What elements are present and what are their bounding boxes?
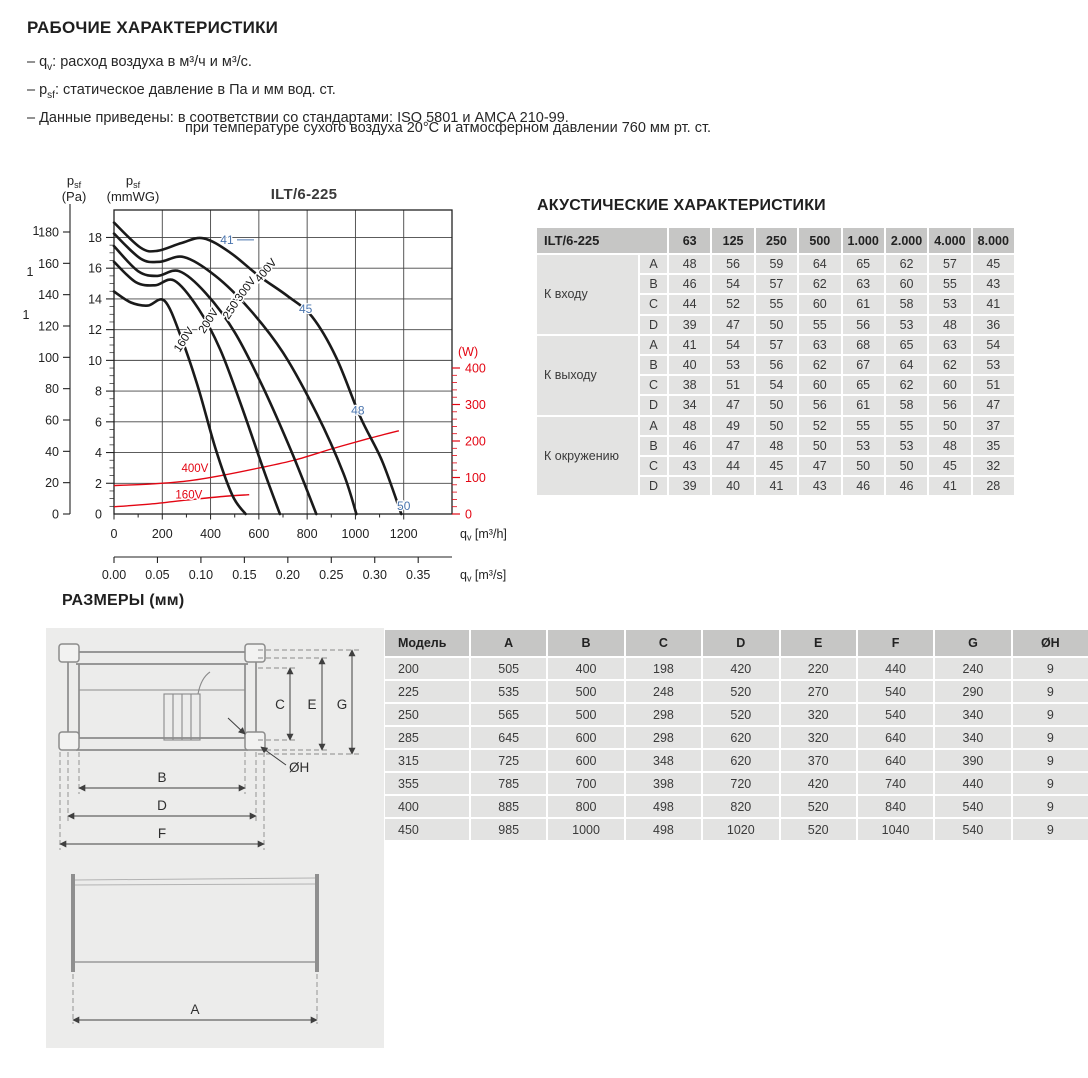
acoustic-value-cell: 62 bbox=[929, 356, 970, 374]
dim-label-oh: ØH bbox=[289, 760, 310, 775]
dimension-value-cell: 600 bbox=[548, 727, 623, 748]
axis-unit: (mmWG) bbox=[106, 189, 160, 204]
acoustic-value-cell: 50 bbox=[756, 396, 797, 414]
row-key-cell: D bbox=[640, 316, 667, 334]
dimension-header-cell: E bbox=[781, 630, 856, 656]
dimension-value-cell: 645 bbox=[471, 727, 546, 748]
acoustic-value-cell: 48 bbox=[756, 437, 797, 455]
acoustic-value-cell: 60 bbox=[799, 376, 840, 394]
dimension-value-cell: 1020 bbox=[703, 819, 778, 840]
dimension-value-cell: 640 bbox=[858, 727, 933, 748]
m3s-tick-label: 0.30 bbox=[362, 568, 387, 582]
dimension-value-cell: 348 bbox=[626, 750, 701, 771]
dimension-value-cell: 320 bbox=[781, 727, 856, 748]
row-key-cell: C bbox=[640, 457, 667, 475]
dimension-value-cell: 540 bbox=[858, 704, 933, 725]
bullet-lead: – q bbox=[27, 54, 48, 70]
bullet-line bbox=[27, 79, 569, 107]
acoustic-value-cell: 48 bbox=[929, 437, 970, 455]
dimension-value-cell: 9 bbox=[1013, 681, 1088, 702]
dimension-value-cell: 220 bbox=[781, 658, 856, 679]
acoustic-value-cell: 60 bbox=[886, 275, 927, 293]
dimension-value-cell: 720 bbox=[703, 773, 778, 794]
acoustic-value-cell: 58 bbox=[886, 295, 927, 313]
acoustic-value-cell: 57 bbox=[756, 336, 797, 354]
acoustic-value-cell: 44 bbox=[669, 295, 710, 313]
acoustic-value-cell: 56 bbox=[799, 396, 840, 414]
acoustic-value-cell: 53 bbox=[843, 437, 884, 455]
m3s-tick-label: 0.25 bbox=[319, 568, 344, 582]
acoustic-value-cell: 54 bbox=[712, 275, 753, 293]
acoustic-value-cell: 67 bbox=[843, 356, 884, 374]
dimension-value-cell: 390 bbox=[935, 750, 1010, 771]
conditions-note: при температуре сухого воздуха 20°C и атмосферном давлении 760 мм рт. ст. bbox=[185, 120, 712, 136]
axis-unit: (Pa) bbox=[61, 189, 87, 204]
watt-tick-label: 200 bbox=[465, 434, 486, 449]
pressure-curve-250V bbox=[114, 246, 316, 514]
acoustic-value-cell: 55 bbox=[756, 295, 797, 313]
acoustic-value-cell: 53 bbox=[929, 295, 970, 313]
working-characteristics-title: РАБОЧИЕ ХАРАКТЕРИСТИКИ bbox=[27, 18, 279, 37]
flow-axis-unit: $q_v$ [m³/h] bbox=[460, 527, 507, 543]
pa-tick-label: 40 bbox=[45, 444, 59, 459]
dim-label-a: A bbox=[190, 1002, 200, 1017]
acoustic-value-cell: 50 bbox=[756, 417, 797, 435]
acoustic-value-cell: 55 bbox=[929, 275, 970, 293]
acoustic-value-cell: 65 bbox=[843, 255, 884, 273]
acoustic-value-cell: 60 bbox=[929, 376, 970, 394]
dimension-value-cell: 535 bbox=[471, 681, 546, 702]
acoustic-value-cell: 56 bbox=[712, 255, 753, 273]
acoustic-value-cell: 61 bbox=[843, 295, 884, 313]
acoustic-value-cell: 39 bbox=[669, 477, 710, 495]
bullet-text: : статическое давление в Па и мм вод. ст. bbox=[54, 81, 336, 98]
acoustic-value-cell: 38 bbox=[669, 376, 710, 394]
dimension-value-cell: 785 bbox=[471, 773, 546, 794]
plot-frame bbox=[114, 210, 452, 514]
frequency-header-cell: 125 bbox=[712, 228, 753, 253]
acoustic-value-cell: 44 bbox=[712, 457, 753, 475]
dimension-value-cell: 320 bbox=[781, 704, 856, 725]
dimensions-drawing bbox=[46, 628, 384, 1048]
dimension-value-cell: 505 bbox=[471, 658, 546, 679]
acoustic-value-cell: 63 bbox=[929, 336, 970, 354]
dimension-value-cell: 9 bbox=[1013, 704, 1088, 725]
dim-label-b: B bbox=[157, 770, 167, 785]
acoustic-value-cell: 58 bbox=[886, 396, 927, 414]
mmwg-tick-label: 2 bbox=[95, 476, 102, 491]
m3s-tick-label: 0.10 bbox=[188, 568, 214, 582]
drawing-panel bbox=[46, 628, 384, 1048]
acoustic-value-cell: 41 bbox=[669, 336, 710, 354]
pressure-curve-label: 160V bbox=[172, 325, 197, 355]
dimension-value-cell: 885 bbox=[471, 796, 546, 817]
acoustic-value-cell: 50 bbox=[756, 316, 797, 334]
axis-title: $p_{sf}$ bbox=[66, 173, 82, 190]
dimension-value-cell: 9 bbox=[1013, 727, 1088, 748]
pa-tick-label: 60 bbox=[45, 413, 59, 428]
acoustic-value-cell: 65 bbox=[843, 376, 884, 394]
dimension-value-cell: 398 bbox=[626, 773, 701, 794]
dim-label-g: G bbox=[336, 697, 348, 712]
group-label-cell: К выходу bbox=[537, 336, 638, 415]
row-key-cell: C bbox=[640, 295, 667, 313]
acoustic-value-cell: 40 bbox=[712, 477, 753, 495]
dimension-value-cell: 520 bbox=[781, 819, 856, 840]
pa-tick-label: 0 bbox=[52, 507, 59, 522]
row-key-cell: C bbox=[640, 376, 667, 394]
dimension-header-cell: A bbox=[471, 630, 546, 656]
acoustic-value-cell: 53 bbox=[973, 356, 1014, 374]
row-key-cell: D bbox=[640, 396, 667, 414]
dimension-value-cell: 9 bbox=[1013, 796, 1088, 817]
acoustic-value-cell: 54 bbox=[756, 376, 797, 394]
dimension-value-cell: 9 bbox=[1013, 658, 1088, 679]
pa-tick-label: 20 bbox=[45, 476, 59, 491]
dimension-value-cell: 540 bbox=[858, 681, 933, 702]
acoustic-value-cell: 49 bbox=[712, 417, 753, 435]
dimension-value-cell: 270 bbox=[781, 681, 856, 702]
acoustic-value-cell: 45 bbox=[973, 255, 1014, 273]
acoustic-table bbox=[537, 228, 1014, 495]
acoustic-value-cell: 34 bbox=[669, 396, 710, 414]
acoustic-value-cell: 41 bbox=[756, 477, 797, 495]
bullet-text: : расход воздуха в м³/ч и м³/с. bbox=[52, 54, 252, 70]
acoustic-value-cell: 57 bbox=[756, 275, 797, 293]
mmwg-tick-label: 16 bbox=[88, 261, 102, 276]
acoustic-value-cell: 63 bbox=[799, 336, 840, 354]
power-curve-label: 400V bbox=[181, 463, 209, 476]
acoustic-value-cell: 59 bbox=[756, 255, 797, 273]
dimension-header-cell: C bbox=[626, 630, 701, 656]
acoustic-value-cell: 50 bbox=[929, 417, 970, 435]
model-cell: 250 bbox=[385, 704, 469, 725]
model-cell: 200 bbox=[385, 658, 469, 679]
dimension-value-cell: 370 bbox=[781, 750, 856, 771]
dimension-value-cell: 840 bbox=[858, 796, 933, 817]
bullet-subscript: v bbox=[47, 61, 53, 73]
dim-label-e: E bbox=[307, 697, 317, 712]
row-key-cell: B bbox=[640, 356, 667, 374]
pa-tick-label: 160 bbox=[38, 256, 59, 271]
dimension-value-cell: 1040 bbox=[858, 819, 933, 840]
dimension-header-cell: B bbox=[548, 630, 623, 656]
power-curve-400V bbox=[114, 431, 399, 486]
pressure-curve-label: 250V bbox=[221, 292, 246, 322]
pressure-curve-label: 200V bbox=[196, 306, 222, 336]
acoustic-value-cell: 39 bbox=[669, 316, 710, 334]
dimension-value-cell: 9 bbox=[1013, 750, 1088, 771]
dimension-value-cell: 985 bbox=[471, 819, 546, 840]
acoustic-value-cell: 50 bbox=[886, 457, 927, 475]
m3h-tick-label: 400 bbox=[200, 527, 222, 541]
acoustic-value-cell: 65 bbox=[886, 336, 927, 354]
bullet-lead: – p bbox=[27, 81, 48, 98]
mmwg-tick-label: 4 bbox=[95, 446, 102, 461]
frequency-header-cell: 1.000 bbox=[843, 228, 884, 253]
model-cell: 450 bbox=[385, 819, 469, 840]
dim-label-c: C bbox=[275, 697, 285, 712]
acoustic-value-cell: 32 bbox=[973, 457, 1014, 475]
acoustic-value-cell: 56 bbox=[756, 356, 797, 374]
row-key-cell: D bbox=[640, 477, 667, 495]
acoustic-value-cell: 62 bbox=[886, 255, 927, 273]
frequency-header-cell: 2.000 bbox=[886, 228, 927, 253]
acoustic-value-cell: 62 bbox=[799, 356, 840, 374]
acoustic-value-cell: 46 bbox=[669, 437, 710, 455]
acoustic-value-cell: 46 bbox=[669, 275, 710, 293]
acoustic-value-cell: 62 bbox=[886, 376, 927, 394]
pa-tick-label: 140 bbox=[38, 288, 59, 303]
acoustic-value-cell: 54 bbox=[712, 336, 753, 354]
acoustic-value-cell: 47 bbox=[973, 396, 1014, 414]
dimension-value-cell: 725 bbox=[471, 750, 546, 771]
dimension-value-cell: 740 bbox=[858, 773, 933, 794]
cropped-margin-digit: 1 bbox=[22, 308, 30, 322]
acoustic-value-cell: 60 bbox=[799, 295, 840, 313]
dimension-value-cell: 540 bbox=[935, 819, 1010, 840]
performance-chart bbox=[16, 168, 536, 598]
pa-tick-label: 100 bbox=[38, 350, 59, 365]
dimension-value-cell: 520 bbox=[703, 681, 778, 702]
frequency-header-cell: 63 bbox=[669, 228, 710, 253]
acoustic-value-cell: 53 bbox=[886, 316, 927, 334]
bullet-subscript: sf bbox=[47, 89, 55, 101]
power-curve-label: 160V bbox=[175, 489, 203, 502]
pressure-curve-160V bbox=[114, 292, 246, 515]
flow-axis-unit: $q_v$ [m³/s] bbox=[460, 568, 507, 584]
watt-tick-label: 0 bbox=[465, 507, 472, 522]
acoustic-value-cell: 56 bbox=[929, 396, 970, 414]
dimension-value-cell: 520 bbox=[703, 704, 778, 725]
cropped-margin-digit: 1 bbox=[26, 265, 34, 279]
mmwg-tick-label: 12 bbox=[88, 323, 102, 338]
acoustic-value-cell: 47 bbox=[799, 457, 840, 475]
model-cell: 400 bbox=[385, 796, 469, 817]
acoustic-model-header: ILT/6-225 bbox=[537, 228, 667, 253]
bullet-line bbox=[27, 51, 569, 79]
noise-level-marker: 48 bbox=[351, 403, 365, 418]
m3s-tick-label: 0.15 bbox=[232, 568, 257, 582]
chart-title: ILT/6-225 bbox=[270, 186, 338, 203]
acoustic-value-cell: 55 bbox=[886, 417, 927, 435]
acoustic-value-cell: 37 bbox=[973, 417, 1014, 435]
row-key-cell: A bbox=[640, 336, 667, 354]
dimension-value-cell: 298 bbox=[626, 704, 701, 725]
dimension-value-cell: 290 bbox=[935, 681, 1010, 702]
acoustic-value-cell: 35 bbox=[973, 437, 1014, 455]
pa-tick-label: 80 bbox=[45, 382, 59, 397]
acoustic-value-cell: 46 bbox=[886, 477, 927, 495]
dimension-value-cell: 248 bbox=[626, 681, 701, 702]
noise-level-marker: 50 bbox=[397, 499, 411, 514]
pressure-curve-400V bbox=[114, 223, 401, 514]
dimension-value-cell: 565 bbox=[471, 704, 546, 725]
pressure-curve-label: 400V bbox=[252, 256, 280, 285]
acoustic-value-cell: 53 bbox=[712, 356, 753, 374]
dimension-value-cell: 298 bbox=[626, 727, 701, 748]
m3h-tick-label: 600 bbox=[248, 527, 270, 541]
acoustic-value-cell: 36 bbox=[973, 316, 1014, 334]
model-cell: 225 bbox=[385, 681, 469, 702]
acoustic-value-cell: 48 bbox=[929, 316, 970, 334]
dimensions-section-title: РАЗМЕРЫ (мм) bbox=[62, 592, 185, 609]
acoustic-value-cell: 55 bbox=[799, 316, 840, 334]
bullet-lead: – bbox=[27, 109, 40, 126]
acoustic-value-cell: 43 bbox=[973, 275, 1014, 293]
model-cell: 355 bbox=[385, 773, 469, 794]
acoustic-value-cell: 45 bbox=[929, 457, 970, 475]
watt-tick-label: 300 bbox=[465, 398, 486, 412]
dimension-value-cell: 340 bbox=[935, 727, 1010, 748]
pa-tick-label: 120 bbox=[38, 319, 59, 334]
mmwg-tick-label: 14 bbox=[88, 292, 102, 307]
right-flange bbox=[315, 874, 319, 972]
dimension-value-cell: 620 bbox=[703, 727, 778, 748]
m3h-tick-label: 1200 bbox=[389, 527, 418, 541]
acoustic-value-cell: 43 bbox=[669, 457, 710, 475]
row-key-cell: B bbox=[640, 437, 667, 455]
acoustic-value-cell: 53 bbox=[886, 437, 927, 455]
model-cell: 285 bbox=[385, 727, 469, 748]
dimension-value-cell: 520 bbox=[781, 796, 856, 817]
dimension-value-cell: 9 bbox=[1013, 773, 1088, 794]
mmwg-tick-label: 10 bbox=[88, 353, 102, 368]
acoustic-value-cell: 54 bbox=[973, 336, 1014, 354]
acoustic-value-cell: 62 bbox=[799, 275, 840, 293]
dimension-value-cell: 500 bbox=[548, 704, 623, 725]
dim-label-d: D bbox=[157, 798, 167, 813]
dimension-value-cell: 420 bbox=[703, 658, 778, 679]
m3s-tick-label: 0.05 bbox=[145, 568, 170, 582]
dimension-value-cell: 800 bbox=[548, 796, 623, 817]
acoustic-value-cell: 68 bbox=[843, 336, 884, 354]
dimension-value-cell: 420 bbox=[781, 773, 856, 794]
acoustic-value-cell: 50 bbox=[799, 437, 840, 455]
acoustic-value-cell: 46 bbox=[843, 477, 884, 495]
dimension-value-cell: 340 bbox=[935, 704, 1010, 725]
acoustic-value-cell: 52 bbox=[799, 417, 840, 435]
acoustic-value-cell: 52 bbox=[712, 295, 753, 313]
dimension-value-cell: 9 bbox=[1013, 819, 1088, 840]
acoustic-value-cell: 40 bbox=[669, 356, 710, 374]
m3h-tick-label: 0 bbox=[110, 527, 118, 541]
acoustic-value-cell: 51 bbox=[712, 376, 753, 394]
dimension-value-cell: 640 bbox=[858, 750, 933, 771]
frequency-header-cell: 250 bbox=[756, 228, 797, 253]
frequency-header-cell: 4.000 bbox=[929, 228, 970, 253]
mmwg-tick-label: 8 bbox=[95, 384, 102, 399]
acoustic-value-cell: 47 bbox=[712, 396, 753, 414]
acoustic-value-cell: 63 bbox=[843, 275, 884, 293]
acoustic-value-cell: 45 bbox=[756, 457, 797, 475]
mmwg-tick-label: 18 bbox=[88, 230, 102, 245]
acoustic-value-cell: 64 bbox=[886, 356, 927, 374]
m3s-tick-label: 0.35 bbox=[406, 568, 431, 582]
mmwg-tick-label: 6 bbox=[95, 415, 102, 430]
frequency-header-cell: 500 bbox=[799, 228, 840, 253]
acoustic-section-title: АКУСТИЧЕСКИЕ ХАРАКТЕРИСТИКИ bbox=[537, 197, 826, 214]
dimension-value-cell: 400 bbox=[548, 658, 623, 679]
acoustic-value-cell: 55 bbox=[843, 417, 884, 435]
acoustic-value-cell: 41 bbox=[929, 477, 970, 495]
dimension-value-cell: 620 bbox=[703, 750, 778, 771]
frequency-header-cell: 8.000 bbox=[973, 228, 1014, 253]
dimension-value-cell: 498 bbox=[626, 819, 701, 840]
m3h-tick-label: 1000 bbox=[341, 527, 370, 541]
dimension-value-cell: 540 bbox=[935, 796, 1010, 817]
dimension-header-cell: G bbox=[935, 630, 1010, 656]
m3h-tick-label: 200 bbox=[151, 527, 173, 541]
dimension-header-cell: Модель bbox=[385, 630, 469, 656]
dimensions-table bbox=[385, 630, 1088, 840]
dimension-value-cell: 440 bbox=[858, 658, 933, 679]
dimension-value-cell: 1000 bbox=[548, 819, 623, 840]
left-flange bbox=[71, 874, 75, 972]
acoustic-value-cell: 41 bbox=[973, 295, 1014, 313]
acoustic-value-cell: 47 bbox=[712, 316, 753, 334]
dimension-value-cell: 440 bbox=[935, 773, 1010, 794]
acoustic-value-cell: 50 bbox=[843, 457, 884, 475]
watt-tick-label: 400 bbox=[465, 361, 486, 376]
axis-title: $p_{sf}$ bbox=[125, 173, 141, 190]
dimension-value-cell: 820 bbox=[703, 796, 778, 817]
dimension-header-cell: F bbox=[858, 630, 933, 656]
row-key-cell: A bbox=[640, 417, 667, 435]
dimension-header-cell: D bbox=[703, 630, 778, 656]
acoustic-value-cell: 51 bbox=[973, 376, 1014, 394]
group-label-cell: К окружению bbox=[537, 417, 638, 496]
model-cell: 315 bbox=[385, 750, 469, 771]
dimension-value-cell: 600 bbox=[548, 750, 623, 771]
acoustic-value-cell: 47 bbox=[712, 437, 753, 455]
dimension-value-cell: 198 bbox=[626, 658, 701, 679]
dimension-value-cell: 700 bbox=[548, 773, 623, 794]
acoustic-value-cell: 48 bbox=[669, 255, 710, 273]
acoustic-value-cell: 56 bbox=[843, 316, 884, 334]
acoustic-value-cell: 64 bbox=[799, 255, 840, 273]
pa-tick-label: 180 bbox=[38, 225, 59, 240]
acoustic-value-cell: 28 bbox=[973, 477, 1014, 495]
row-key-cell: B bbox=[640, 275, 667, 293]
dimension-header-cell: ØH bbox=[1013, 630, 1088, 656]
cropped-margin-digit: 1 bbox=[32, 224, 40, 238]
m3s-tick-label: 0.20 bbox=[275, 568, 301, 582]
acoustic-value-cell: 48 bbox=[669, 417, 710, 435]
mmwg-tick-label: 0 bbox=[95, 507, 102, 522]
dimension-value-cell: 498 bbox=[626, 796, 701, 817]
watt-tick-label: 100 bbox=[465, 471, 486, 485]
noise-level-marker: 41 bbox=[220, 232, 234, 247]
dimension-value-cell: 500 bbox=[548, 681, 623, 702]
m3s-tick-label: 0.00 bbox=[101, 568, 127, 582]
dim-label-f: F bbox=[157, 826, 167, 841]
pressure-curve-label: 300V bbox=[232, 275, 259, 305]
dimension-value-cell: 240 bbox=[935, 658, 1010, 679]
acoustic-value-cell: 61 bbox=[843, 396, 884, 414]
watt-axis-unit: (W) bbox=[458, 345, 479, 359]
row-key-cell: A bbox=[640, 255, 667, 273]
acoustic-value-cell: 57 bbox=[929, 255, 970, 273]
noise-level-marker: 45 bbox=[299, 301, 313, 316]
group-label-cell: К входу bbox=[537, 255, 638, 334]
bullet-text: Данные приведены: в соответствии со стандартами: ISO 5801 и AMCA 210-99. bbox=[39, 109, 569, 126]
acoustic-value-cell: 43 bbox=[799, 477, 840, 495]
m3h-tick-label: 800 bbox=[296, 527, 318, 541]
